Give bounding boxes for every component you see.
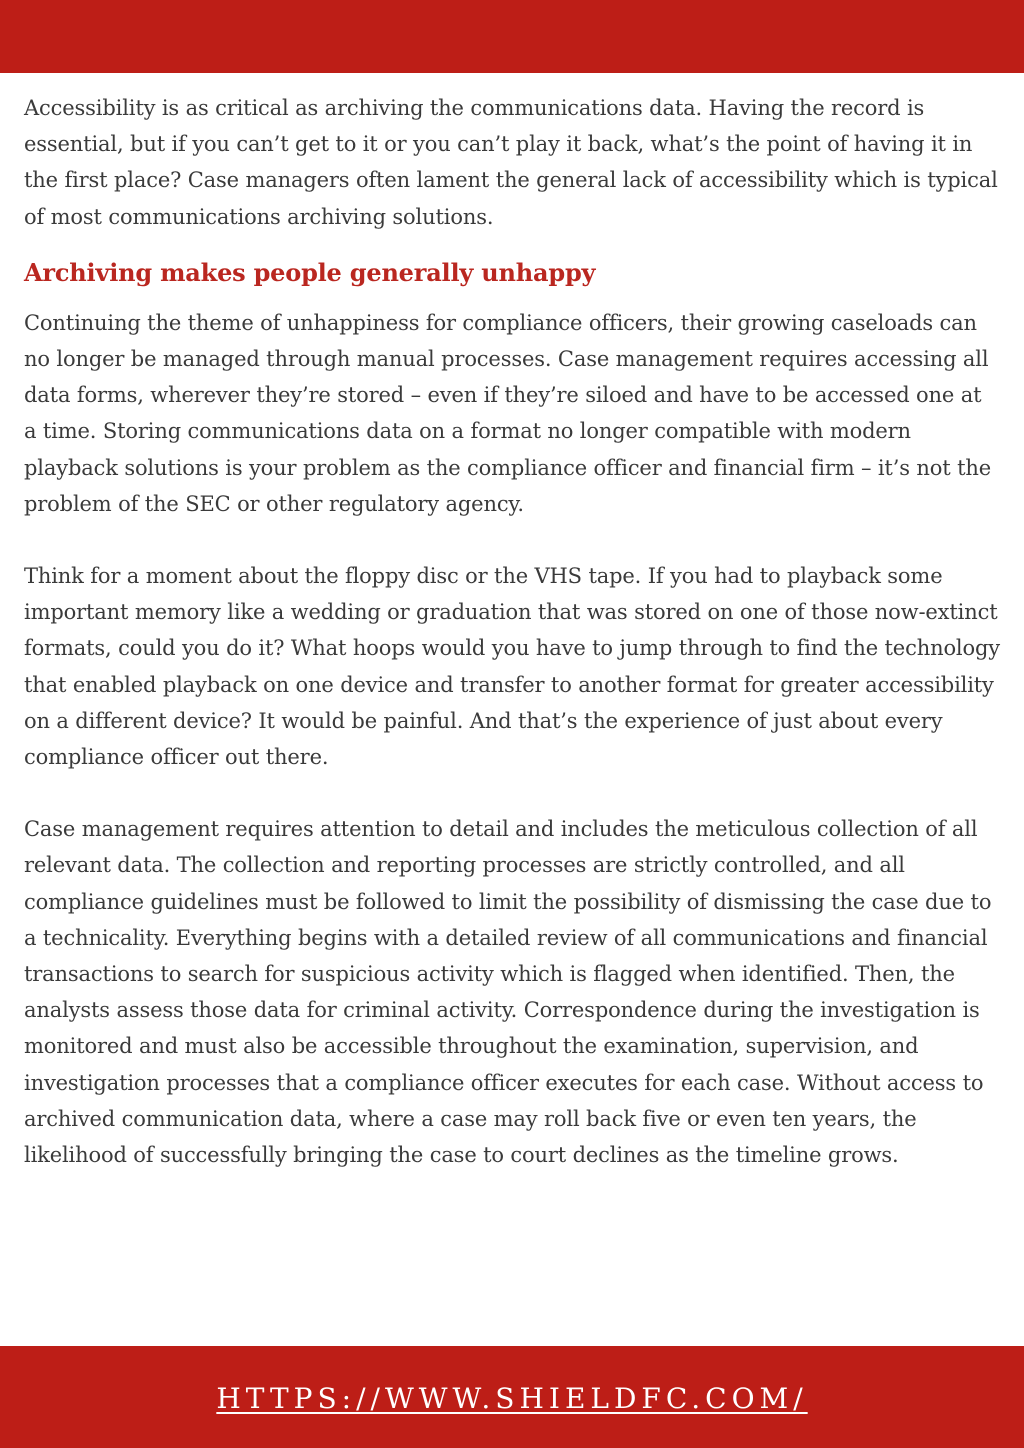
header-band xyxy=(0,0,1024,73)
paragraph-case-management: Case management requires attention to detail and includes the meticulous collection of all relevant data. The collection and reporting processes are strictly controlled, and all compliance guidelines must be followed to limit the possibility of dismissing the case due to a technicality. Everything begins with a detailed review of all communications and financial transactions to search for suspicious activity which is flagged when identified. Then, the analysts assess those data for criminal activity. Correspondence during the investigation is monitored and must also be accessible throughout the examination, supervision, and investigation processes that a compliance officer executes for each case. Without access to archived communication data, where a case may roll back five or even ten years, the likelihood of successfully bringing the case to court declines as the timeline grows. xyxy=(24,817,992,1168)
website-link[interactable]: HTTPS://WWW.SHIELDFC.COM/ xyxy=(216,1382,808,1415)
article-body xyxy=(24,90,1000,1173)
paragraph-spacer xyxy=(24,775,1000,811)
intro-paragraph: Accessibility is as critical as archiving the communications data. Having the record is essential, but if you can’t get to it or you can’t play it back, what’s the point of having it in the first place? Case managers often lament the general lack of accessibility which is typical of most communications archiving solutions. xyxy=(24,96,998,229)
paragraph-caseloads: Continuing the theme of unhappiness for compliance officers, their growing caseloads can no longer be managed through manual processes. Case management requires accessing all data forms, wherever they’re stored – even if they’re siloed and have to be accessed one at a time. Storing communications data on a format no longer compatible with modern playback solutions is your problem as the compliance officer and financial firm – it’s not the problem of the SEC or other regulatory agency. xyxy=(24,310,992,516)
paragraph-spacer xyxy=(24,522,1000,558)
section-heading: Archiving makes people generally unhappy xyxy=(24,257,596,287)
paragraph-floppy-disc: Think for a moment about the floppy disc or the VHS tape. If you had to playback some important memory like a wedding or graduation that was stored on one of those now-extinct formats, could you do it? What hoops would you have to jump through to find the technology that enabled playback on one device and transfer to another format for greater accessibility on a different device? It would be painful. And that’s the experience of just about every compliance officer out there. xyxy=(24,564,1001,770)
